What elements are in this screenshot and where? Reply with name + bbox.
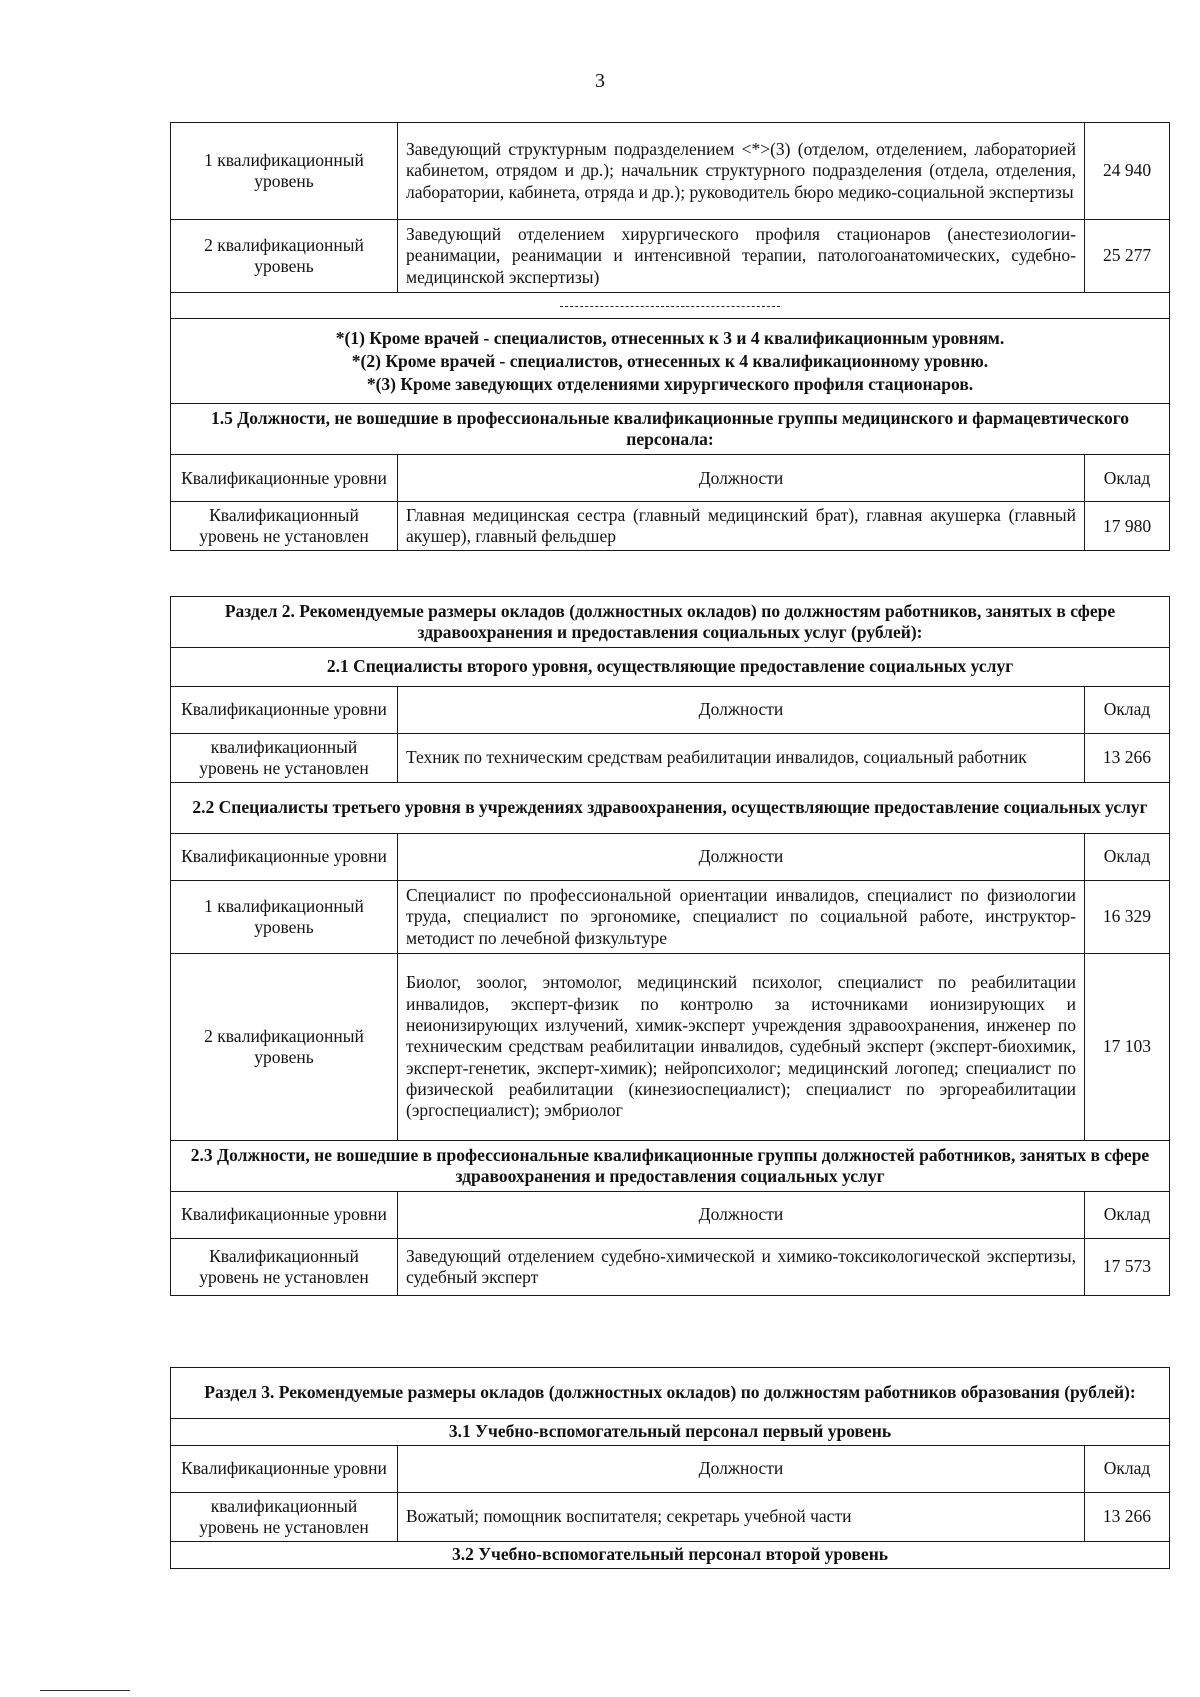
header-level: Квалификационные уровни xyxy=(171,455,398,502)
header-positions: Должности xyxy=(398,1192,1085,1239)
level-cell: 1 квалификационный уровень xyxy=(171,123,398,220)
header-level: Квалификационные уровни xyxy=(171,834,398,881)
positions-cell: Техник по техническим средствам реабилитации инвалидов, социальный работник xyxy=(398,734,1085,783)
table-row xyxy=(171,502,1170,551)
section-1-continuation-table xyxy=(170,122,1170,551)
table-row xyxy=(171,734,1170,783)
salary-cell: 17 103 xyxy=(1084,954,1169,1141)
header-salary: Оклад xyxy=(1085,455,1170,502)
header-row xyxy=(171,1192,1170,1239)
positions-cell: Специалист по профессиональной ориентации инвалидов, специалист по физиологии труда, специалист по эргономике, специалист по социальной работе, инструктор-методист по лечебной физкультуре xyxy=(398,881,1085,954)
subsection-2-3-title: 2.3 Должности, не вошедшие в профессиональные квалификационные группы должностей работников, занятых в сфере здравоохранения и предоставления социальных услуг xyxy=(171,1141,1170,1192)
subsection-2-1-title: 2.1 Специалисты второго уровня, осуществляющие предоставление социальных услуг xyxy=(171,648,1170,687)
salary-cell: 24 940 xyxy=(1085,123,1170,220)
level-cell: квалификационный уровень не установлен xyxy=(171,734,398,783)
header-row xyxy=(171,455,1170,502)
level-cell: Квалификационный уровень не установлен xyxy=(171,502,398,551)
section-2-title: Раздел 2. Рекомендуемые размеры окладов (должностных окладов) по должностям работников, занятых в сфере здравоохранения и предоставления социальных услуг (рублей): xyxy=(171,597,1170,648)
table-row xyxy=(171,1493,1170,1542)
salary-cell: 17 980 xyxy=(1085,502,1170,551)
positions-cell: Заведующий отделением судебно-химической и химико-токсикологической экспертизы, судебный эксперт xyxy=(398,1239,1085,1296)
header-salary: Оклад xyxy=(1084,1192,1169,1239)
header-row xyxy=(171,687,1170,734)
footer-rule xyxy=(40,1690,130,1691)
level-cell: 2 квалификационный уровень xyxy=(171,954,398,1141)
table-row xyxy=(171,123,1170,220)
header-level: Квалификационные уровни xyxy=(171,1446,398,1493)
subsection-heading-row xyxy=(171,1542,1170,1569)
salary-cell: 25 277 xyxy=(1085,220,1170,293)
header-salary: Оклад xyxy=(1084,1446,1169,1493)
footnote-1: *(1) Кроме врачей - специалистов, отнесенных к 3 и 4 квалификационным уровням. xyxy=(335,328,1005,349)
table-row xyxy=(171,220,1170,293)
section-heading-row xyxy=(171,1368,1170,1419)
level-cell: 2 квалификационный уровень xyxy=(171,220,398,293)
subsection-2-2-title: 2.2 Специалисты третьего уровня в учреждениях здравоохранения, осуществляющие предоставление социальных услуг xyxy=(171,783,1170,834)
section-2-table xyxy=(170,596,1170,1296)
subsection-heading-row xyxy=(171,404,1170,455)
subsection-heading-row xyxy=(171,1419,1170,1446)
positions-cell: Заведующий структурным подразделением <*>(3) (отделом, отделением, лабораторией кабинетом, отрядом и др.); начальник структурного подразделения (отдела, отделения, лаборатории, кабинета, отряда и др.); руководитель бюро медико-социальной экспертизы xyxy=(398,123,1085,220)
table-row xyxy=(171,881,1170,954)
dashed-separator xyxy=(560,306,780,307)
header-row xyxy=(171,834,1170,881)
positions-cell: Биолог, зоолог, энтомолог, медицинский психолог, специалист по реабилитации инвалидов, эксперт-физик по контролю за источниками ионизирующих и неионизирующих излучений, химик-эксперт учреждения здравоохранения, инженер по техническим средствам реабилитации инвалидов, судебный эксперт (эксперт-биохимик, эксперт-генетик, эксперт-химик); нейропсихолог; медицинский логопед; специалист по физической реабилитации (кинезиоспециалист); специалист по эргореабилитации (эргоспециалист); эмбриолог xyxy=(398,954,1085,1141)
footnote-3: *(3) Кроме заведующих отделениями хирургического профиля стационаров. xyxy=(366,373,974,394)
subsection-1-5-title: 1.5 Должности, не вошедшие в профессиональные квалификационные группы медицинского и фармацевтического персонала: xyxy=(171,404,1170,455)
separator-cell xyxy=(171,293,1170,319)
subsection-3-2-title: 3.2 Учебно-вспомогательный персонал второй уровень xyxy=(171,1542,1170,1569)
header-salary: Оклад xyxy=(1084,687,1169,734)
salary-cell: 13 266 xyxy=(1084,734,1169,783)
level-cell: 1 квалификационный уровень xyxy=(171,881,398,954)
header-positions: Должности xyxy=(398,455,1085,502)
positions-cell: Вожатый; помощник воспитателя; секретарь учебной части xyxy=(398,1493,1085,1542)
table-row xyxy=(171,1239,1170,1296)
notes-row xyxy=(171,319,1170,404)
subsection-heading-row xyxy=(171,648,1170,687)
level-cell: Квалификационный уровень не установлен xyxy=(171,1239,398,1296)
header-row xyxy=(171,1446,1170,1493)
subsection-3-1-title: 3.1 Учебно-вспомогательный персонал первый уровень xyxy=(171,1419,1170,1446)
header-positions: Должности xyxy=(398,834,1085,881)
salary-cell: 17 573 xyxy=(1084,1239,1169,1296)
page-number: 3 xyxy=(595,70,605,92)
positions-cell: Главная медицинская сестра (главный медицинский брат), главная акушерка (главный акушер), главный фельдшер xyxy=(398,502,1085,551)
footnote-2: *(2) Кроме врачей - специалистов, отнесенных к 4 квалификационному уровню. xyxy=(351,350,989,371)
header-salary: Оклад xyxy=(1084,834,1169,881)
section-3-title: Раздел 3. Рекомендуемые размеры окладов (должностных окладов) по должностям работников образования (рублей): xyxy=(171,1368,1170,1419)
table-row xyxy=(171,954,1170,1141)
section-3-table xyxy=(170,1367,1170,1569)
header-positions: Должности xyxy=(398,1446,1085,1493)
separator-row xyxy=(171,293,1170,319)
header-level: Квалификационные уровни xyxy=(171,687,398,734)
salary-cell: 13 266 xyxy=(1084,1493,1169,1542)
level-cell: квалификационный уровень не установлен xyxy=(171,1493,398,1542)
subsection-heading-row xyxy=(171,783,1170,834)
positions-cell: Заведующий отделением хирургического профиля стационаров (анестезиологии-реанимации, реанимации и интенсивной терапии, патологоанатомических, судебно-медицинской экспертизы) xyxy=(398,220,1085,293)
subsection-heading-row xyxy=(171,1141,1170,1192)
footnotes-cell xyxy=(171,319,1170,404)
header-positions: Должности xyxy=(398,687,1085,734)
salary-cell: 16 329 xyxy=(1084,881,1169,954)
section-heading-row xyxy=(171,597,1170,648)
header-level: Квалификационные уровни xyxy=(171,1192,398,1239)
